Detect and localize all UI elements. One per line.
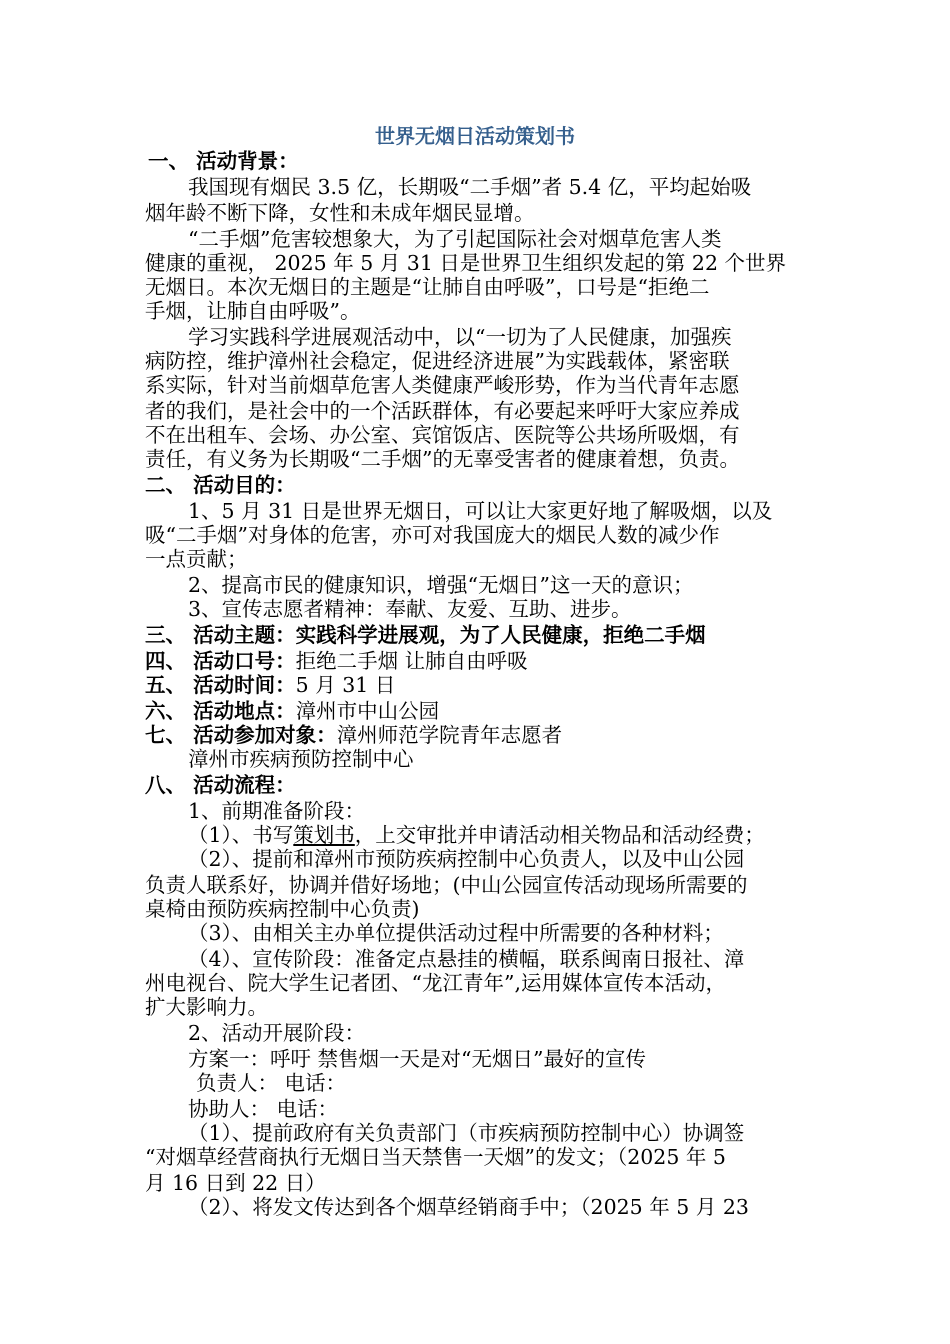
paragraph-line: 负责人联系好，协调并借好场地；(中山公园宣传活动现场所需要的 [145,873,748,897]
paragraph-line: “对烟草经营商执行无烟日当天禁售一天烟”的发文；（2025 年 5 [145,1145,726,1169]
section-3-label: 三、 活动主题： [145,623,296,647]
paragraph-line: 月 16 日到 22 日） [145,1171,326,1195]
section-5-heading [145,672,395,698]
paragraph-line: 负责人： 电话： [196,1071,347,1095]
section-3-theme: 实践科学进展观，为了人民健康，拒绝二手烟 [295,623,706,647]
paragraph-line: （3）、由相关主办单位提供活动过程中所需要的各种材料； [188,921,724,945]
paragraph-line: 学习实践科学进展观活动中，以“一切为了人民健康，加强疾 [188,325,732,349]
paragraph-line: 协助人： 电话： [188,1097,339,1121]
section-6-label: 六、 活动地点： [145,699,296,723]
section-8-heading: 八、 活动流程： [145,773,296,797]
paragraph-line: （4）、宣传阶段：准备定点悬挂的横幅，联系闽南日报社、漳 [188,947,745,971]
paragraph-line: 扩大影响力。 [145,995,268,1019]
paragraph-line: （2）、提前和漳州市预防疾病控制中心负责人，以及中山公园 [188,847,745,871]
paragraph-line: 病防控，维护漳州社会稳定，促进经济进展”为实践载体，紧密联 [145,349,730,373]
paragraph-line [188,822,765,848]
paragraph-line: 漳州市疾病预防控制中心 [188,747,414,771]
paragraph-line: 烟年龄不断下降，女性和未成年烟民显增。 [145,201,535,225]
paragraph-line: （2）、将发文传达到各个烟草经销商手中；（2025 年 5 月 23 [188,1195,749,1219]
paragraph-line: 者的我们，是社会中的一个活跃群体，有必要起来呼吁大家应养成 [145,399,740,423]
paragraph-line: 一点贡献； [145,547,248,571]
section-6-heading [145,698,439,724]
text-run: （1）、书写 [188,823,294,847]
section-4-heading [145,648,528,674]
section-3-heading [145,622,706,648]
paragraph-line: 1、5 月 31 日是世界无烟日，可以让大家更好地了解吸烟，以及 [188,499,773,523]
plan-link[interactable]: 策划书 [293,823,355,847]
paragraph-line: 不在出租车、会场、办公室、宾馆饭店、医院等公共场所吸烟，有 [145,423,740,447]
paragraph-line: 我国现有烟民 3.5 亿，长期吸“二手烟”者 5.4 亿，平均起始吸 [188,175,752,199]
paragraph-line: 桌椅由预防疾病控制中心负责) [145,897,420,921]
paragraph-line: 2、提高市民的健康知识，增强“无烟日”这一天的意识； [188,573,694,597]
section-4-slogan: 拒绝二手烟 让肺自由呼吸 [295,649,528,673]
section-6-location: 漳州市中山公园 [295,699,440,723]
paragraph-line: 吸“二手烟”对身体的危害，亦可对我国庞大的烟民人数的减少作 [145,523,720,547]
paragraph-line: 州电视台、院大学生记者团、“龙江青年”,运用媒体宣传本活动， [145,971,726,995]
paragraph-line: 无烟日。本次无烟日的主题是“让肺自由呼吸”，口号是“拒绝二 [145,275,710,299]
section-1-heading: 一、 活动背景： [148,149,299,173]
paragraph-line: “二手烟”危害较想象大，为了引起国际社会对烟草危害人类 [188,227,722,251]
section-5-label: 五、 活动时间： [145,673,296,697]
paragraph-line: 健康的重视， 2025 年 5 月 31 日是世界卫生组织发起的第 22 个世界 [145,251,787,275]
paragraph-line: 手烟，让肺自由呼吸”。 [145,299,361,323]
paragraph-line: 系实际，针对当前烟草危害人类健康严峻形势，作为当代青年志愿 [145,373,740,397]
section-5-time: 5 月 31 日 [295,673,396,697]
paragraph-line: 2、活动开展阶段： [188,1021,366,1045]
section-2-heading: 二、 活动目的： [145,473,296,497]
section-7-participants: 漳州师范学院青年志愿者 [336,723,563,747]
paragraph-line: 责任，有义务为长期吸“二手烟”的无辜受害者的健康着想，负责。 [145,447,740,471]
paragraph-line: 方案一：呼吁 禁售烟一天是对“无烟日”最好的宣传 [188,1047,646,1071]
text-run: ，上交审批并申请活动相关物品和活动经费； [354,823,765,847]
section-7-label: 七、 活动参加对象： [145,723,337,747]
paragraph-line: 1、前期准备阶段： [188,799,366,823]
section-7-heading [145,722,562,748]
paragraph-line: （1）、提前政府有关负责部门（市疾病预防控制中心）协调签 [188,1121,745,1145]
paragraph-line: 3、宣传志愿者精神：奉献、友爱、互助、进步。 [188,597,632,621]
section-4-label: 四、 活动口号： [145,649,296,673]
document-title: 世界无烟日活动策划书 [375,124,575,148]
